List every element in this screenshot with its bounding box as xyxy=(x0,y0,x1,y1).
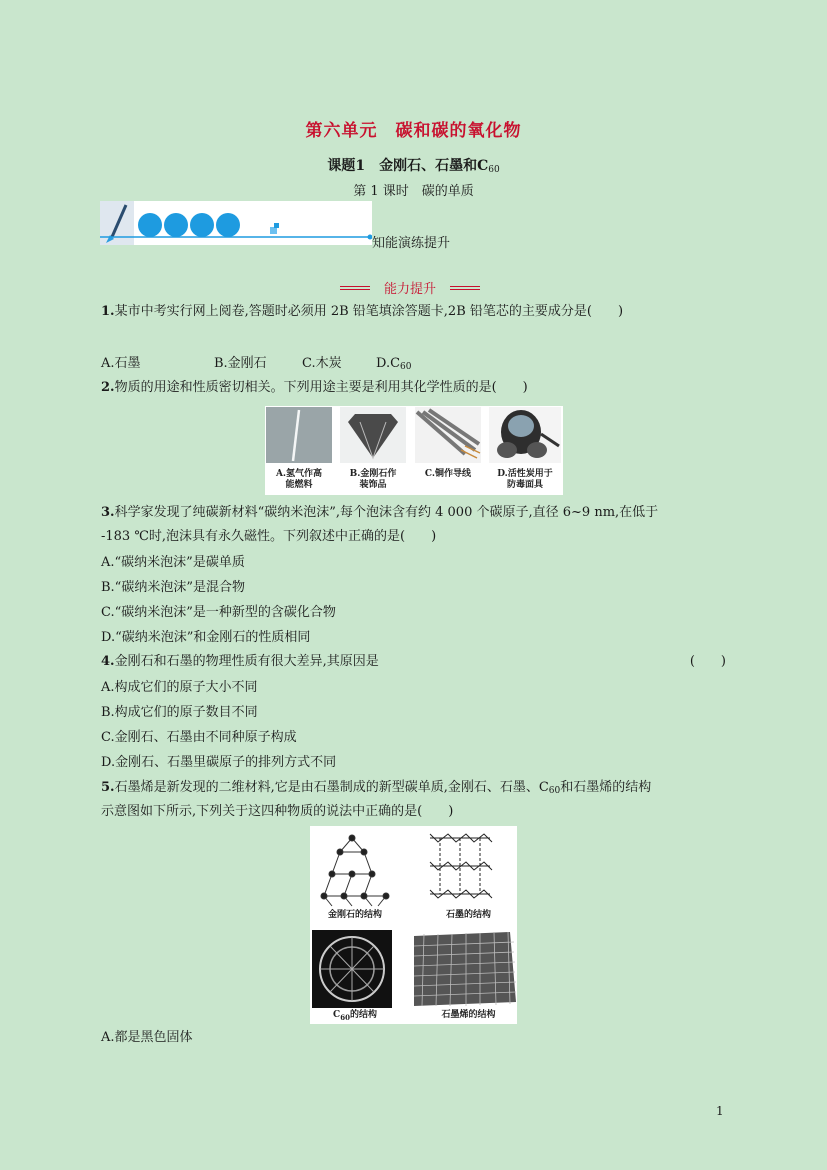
q1-option-b: B.金刚石 xyxy=(214,356,267,371)
topic-title: 课题1 金刚石、石墨和$C_{60}$ xyxy=(327,158,500,175)
q1-option-c: C.木炭 xyxy=(302,356,342,371)
q1-option-d: $D.C_{60}$ xyxy=(376,356,412,372)
q5-option-a: A.都是黑色固体 xyxy=(101,1030,193,1045)
banner-graphic xyxy=(100,201,372,245)
q2-caption-d: D.活性炭用于 防毒面具 xyxy=(497,469,553,490)
q3-option-a: A.“碳纳米泡沫”是碳单质 xyxy=(101,555,245,570)
question-4: 4.金刚石和石墨的物理性质有很大差异,其原因是 ( ) xyxy=(101,652,726,672)
q4-answer-paren: ( ) xyxy=(689,654,726,669)
question-3-line-2: -183 ℃时,泡沫具有永久磁性。下列叙述中正确的是( ) xyxy=(101,529,437,544)
page-number: 1 xyxy=(716,1104,724,1118)
q3-option-d: D.“碳纳米泡沫”和金刚石的性质相同 xyxy=(101,630,311,645)
q2-caption-a: A.氢气作高 能燃料 xyxy=(275,469,323,490)
graphene-caption: 石墨烯的结构 xyxy=(441,1010,496,1020)
question-5-line-1: 5.石墨烯是新发现的二维材料,它是由石墨制成的新型碳单质,金刚石、石墨、$C_{60}$和石墨烯的结构 xyxy=(101,780,652,796)
banner-label: 知能演练提升 xyxy=(372,236,451,251)
graphite-caption: 石墨的结构 xyxy=(445,910,491,920)
q2-caption-b: B.金刚石作 装饰品 xyxy=(349,469,397,490)
question-5-line-2: 示意图如下所示,下列关于这四种物质的说法中正确的是( ) xyxy=(101,804,454,819)
q4-option-a: A.构成它们的原子大小不同 xyxy=(101,680,258,695)
lesson-title: 第 1 课时 碳的单质 xyxy=(353,184,474,199)
diamond-caption: 金刚石的结构 xyxy=(327,910,382,920)
q1-option-a: A.石墨 xyxy=(101,356,141,371)
q3-option-b: B.“碳纳米泡沫”是混合物 xyxy=(101,580,245,595)
q2-caption-c: C.铜作导线 xyxy=(424,469,472,479)
structure-drawings xyxy=(310,826,517,1024)
c60-caption: $C_{60}$的结构 xyxy=(333,1010,377,1022)
q4-option-b: B.构成它们的原子数目不同 xyxy=(101,705,258,720)
q4-option-d: D.金刚石、石墨里碳原子的排列方式不同 xyxy=(101,755,337,770)
q4-option-c: C.金刚石、石墨由不同种原子构成 xyxy=(101,730,297,745)
section-heading: 能力提升 xyxy=(340,278,480,297)
question-2: 2.物质的用途和性质密切相关。下列用途主要是利用其化学性质的是( ) xyxy=(101,380,528,395)
question-1: 1.某市中考实行网上阅卷,答题时必须用 2B 铅笔填涂答题卡,2B 铅笔芯的主要成分是( ) xyxy=(101,304,624,319)
unit-title: 第六单元 碳和碳的氧化物 xyxy=(305,121,522,141)
carbon-structures-figure xyxy=(310,826,517,1024)
q2-image-strip xyxy=(265,406,563,495)
q3-option-c: C.“碳纳米泡沫”是一种新型的含碳化合物 xyxy=(101,605,336,620)
question-3-line-1: 3.科学家发现了纯碳新材料“碳纳米泡沫”,每个泡沫含有约 4 000 个碳原子,直径 6~9 nm,在低于 xyxy=(101,505,659,520)
